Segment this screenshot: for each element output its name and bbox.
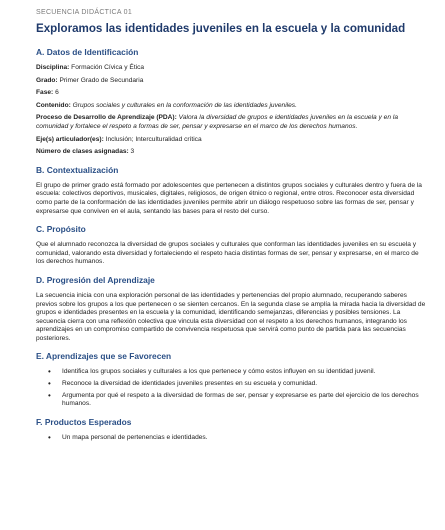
field-label: Eje(s) articulador(es):: [36, 135, 104, 143]
field-value: Formación Cívica y Ética: [69, 64, 145, 71]
learnings-list: [36, 368, 427, 408]
field-value: 3: [128, 148, 135, 156]
section-products: [36, 417, 427, 443]
section-heading-progression: D. Progresión del Aprendizaje: [36, 274, 155, 285]
field-label: Grado:: [36, 76, 58, 84]
field-label: Número de clases asignadas:: [36, 148, 129, 156]
document-title: Exploramos las identidades juveniles en la escuela y la comunidad: [36, 22, 406, 35]
section-heading-purpose: C. Propósito: [36, 224, 86, 235]
field-content: [36, 102, 427, 111]
field-label: Proceso de Desarrollo de Aprendizaje (PDA):: [36, 114, 177, 122]
section-learnings: [36, 351, 427, 408]
purpose-paragraph: Que el alumnado reconozca la diversidad de grupos sociales y culturales que conforman las identidades juveniles en su escuela y comunidad, valorando esta diversidad y fortaleciendo el respeto hacia distintas formas de ser, pensar y expresarse, en el marco de los derechos humanos.: [36, 241, 419, 266]
section-heading-identification: A. Datos de Identificación: [36, 47, 139, 57]
field-label: Disciplina:: [36, 64, 70, 71]
list-item: • Identifica los grupos sociales y culturales a los que pertenece y cómo estos influyen en su identidad juvenil.: [54, 368, 427, 377]
context-paragraph: El grupo de primer grado está formado por adolescentes que pertenecen a distintos grupos sociales y culturales dentro y fuera de la escuela: colectivos deportivos, musicales, digitales, religiosos, de origen étnico o regional, entre otros. Reconocer esta diversidad como parte de la conformación de las identidades juveniles permite abrir un diálogo respetuoso sobre las formas de ser, pensar y expresarse que conviven en el aula, sentando las bases para el resto del curso.: [36, 181, 422, 215]
list-item: • Argumenta por qué el respeto a la diversidad de formas de ser, pensar y expresarse es parte del ejercicio de los derechos humanos.: [54, 392, 427, 409]
field-label: Contenido:: [36, 101, 71, 109]
field-axes: [36, 136, 427, 145]
field-phase: [36, 89, 427, 98]
progression-paragraph: La secuencia inicia con una exploración personal de las identidades y pertenencias del propio alumnado, recuperando saberes previos sobre los grupos a los que pertenecen o se sienten cercanos. En la segunda clase se amplía la mirada hacia la diversidad de grupos e identidades presentes en la escuela y la comunidad, identificando semejanzas, diferencias y posibles tensiones. La secuencia cierra con una reflexión colectiva que vincula esta diversidad con el respeto a los derechos humanos, integrando los aprendizajes en un compromiso compartido de convivencia respetuosa que servirá como punto de partida para las secuencias posteriores.: [36, 291, 426, 342]
section-heading-products: F. Productos Esperados: [36, 416, 132, 427]
section-context: [36, 165, 427, 216]
sequence-label: SECUENCIA DIDÁCTICA 01: [36, 9, 133, 16]
field-pda: [36, 114, 427, 131]
list-item: • Reconoce la diversidad de identidades juveniles presentes en su escuela y comunidad.: [54, 380, 427, 389]
section-heading-context: B. Contextualización: [36, 164, 119, 175]
section-progression: [36, 275, 427, 344]
field-value: 6: [53, 89, 59, 97]
section-identification: [36, 47, 427, 157]
products-list: [36, 434, 427, 443]
list-item: • Un mapa personal de pertenencias e identidades.: [54, 434, 427, 443]
field-discipline: [36, 64, 427, 73]
field-value: Valora la diversidad de grupos e identidades juveniles en la escuela y en la comunidad y fortalece el respeto a formas de ser, pensar y expresarse en el marco de los derechos humanos.: [36, 114, 398, 130]
field-class-count: [36, 148, 427, 157]
field-value: Inclusión; Interculturalidad crítica: [103, 135, 202, 143]
section-purpose: [36, 224, 427, 267]
field-grade: [36, 77, 427, 86]
field-value: Primer Grado de Secundaria: [57, 76, 144, 84]
section-heading-learnings: E. Aprendizajes que se Favorecen: [36, 351, 172, 362]
field-value: Grupos sociales y culturales en la conformación de las identidades juveniles.: [70, 101, 297, 109]
field-label: Fase:: [36, 89, 54, 97]
